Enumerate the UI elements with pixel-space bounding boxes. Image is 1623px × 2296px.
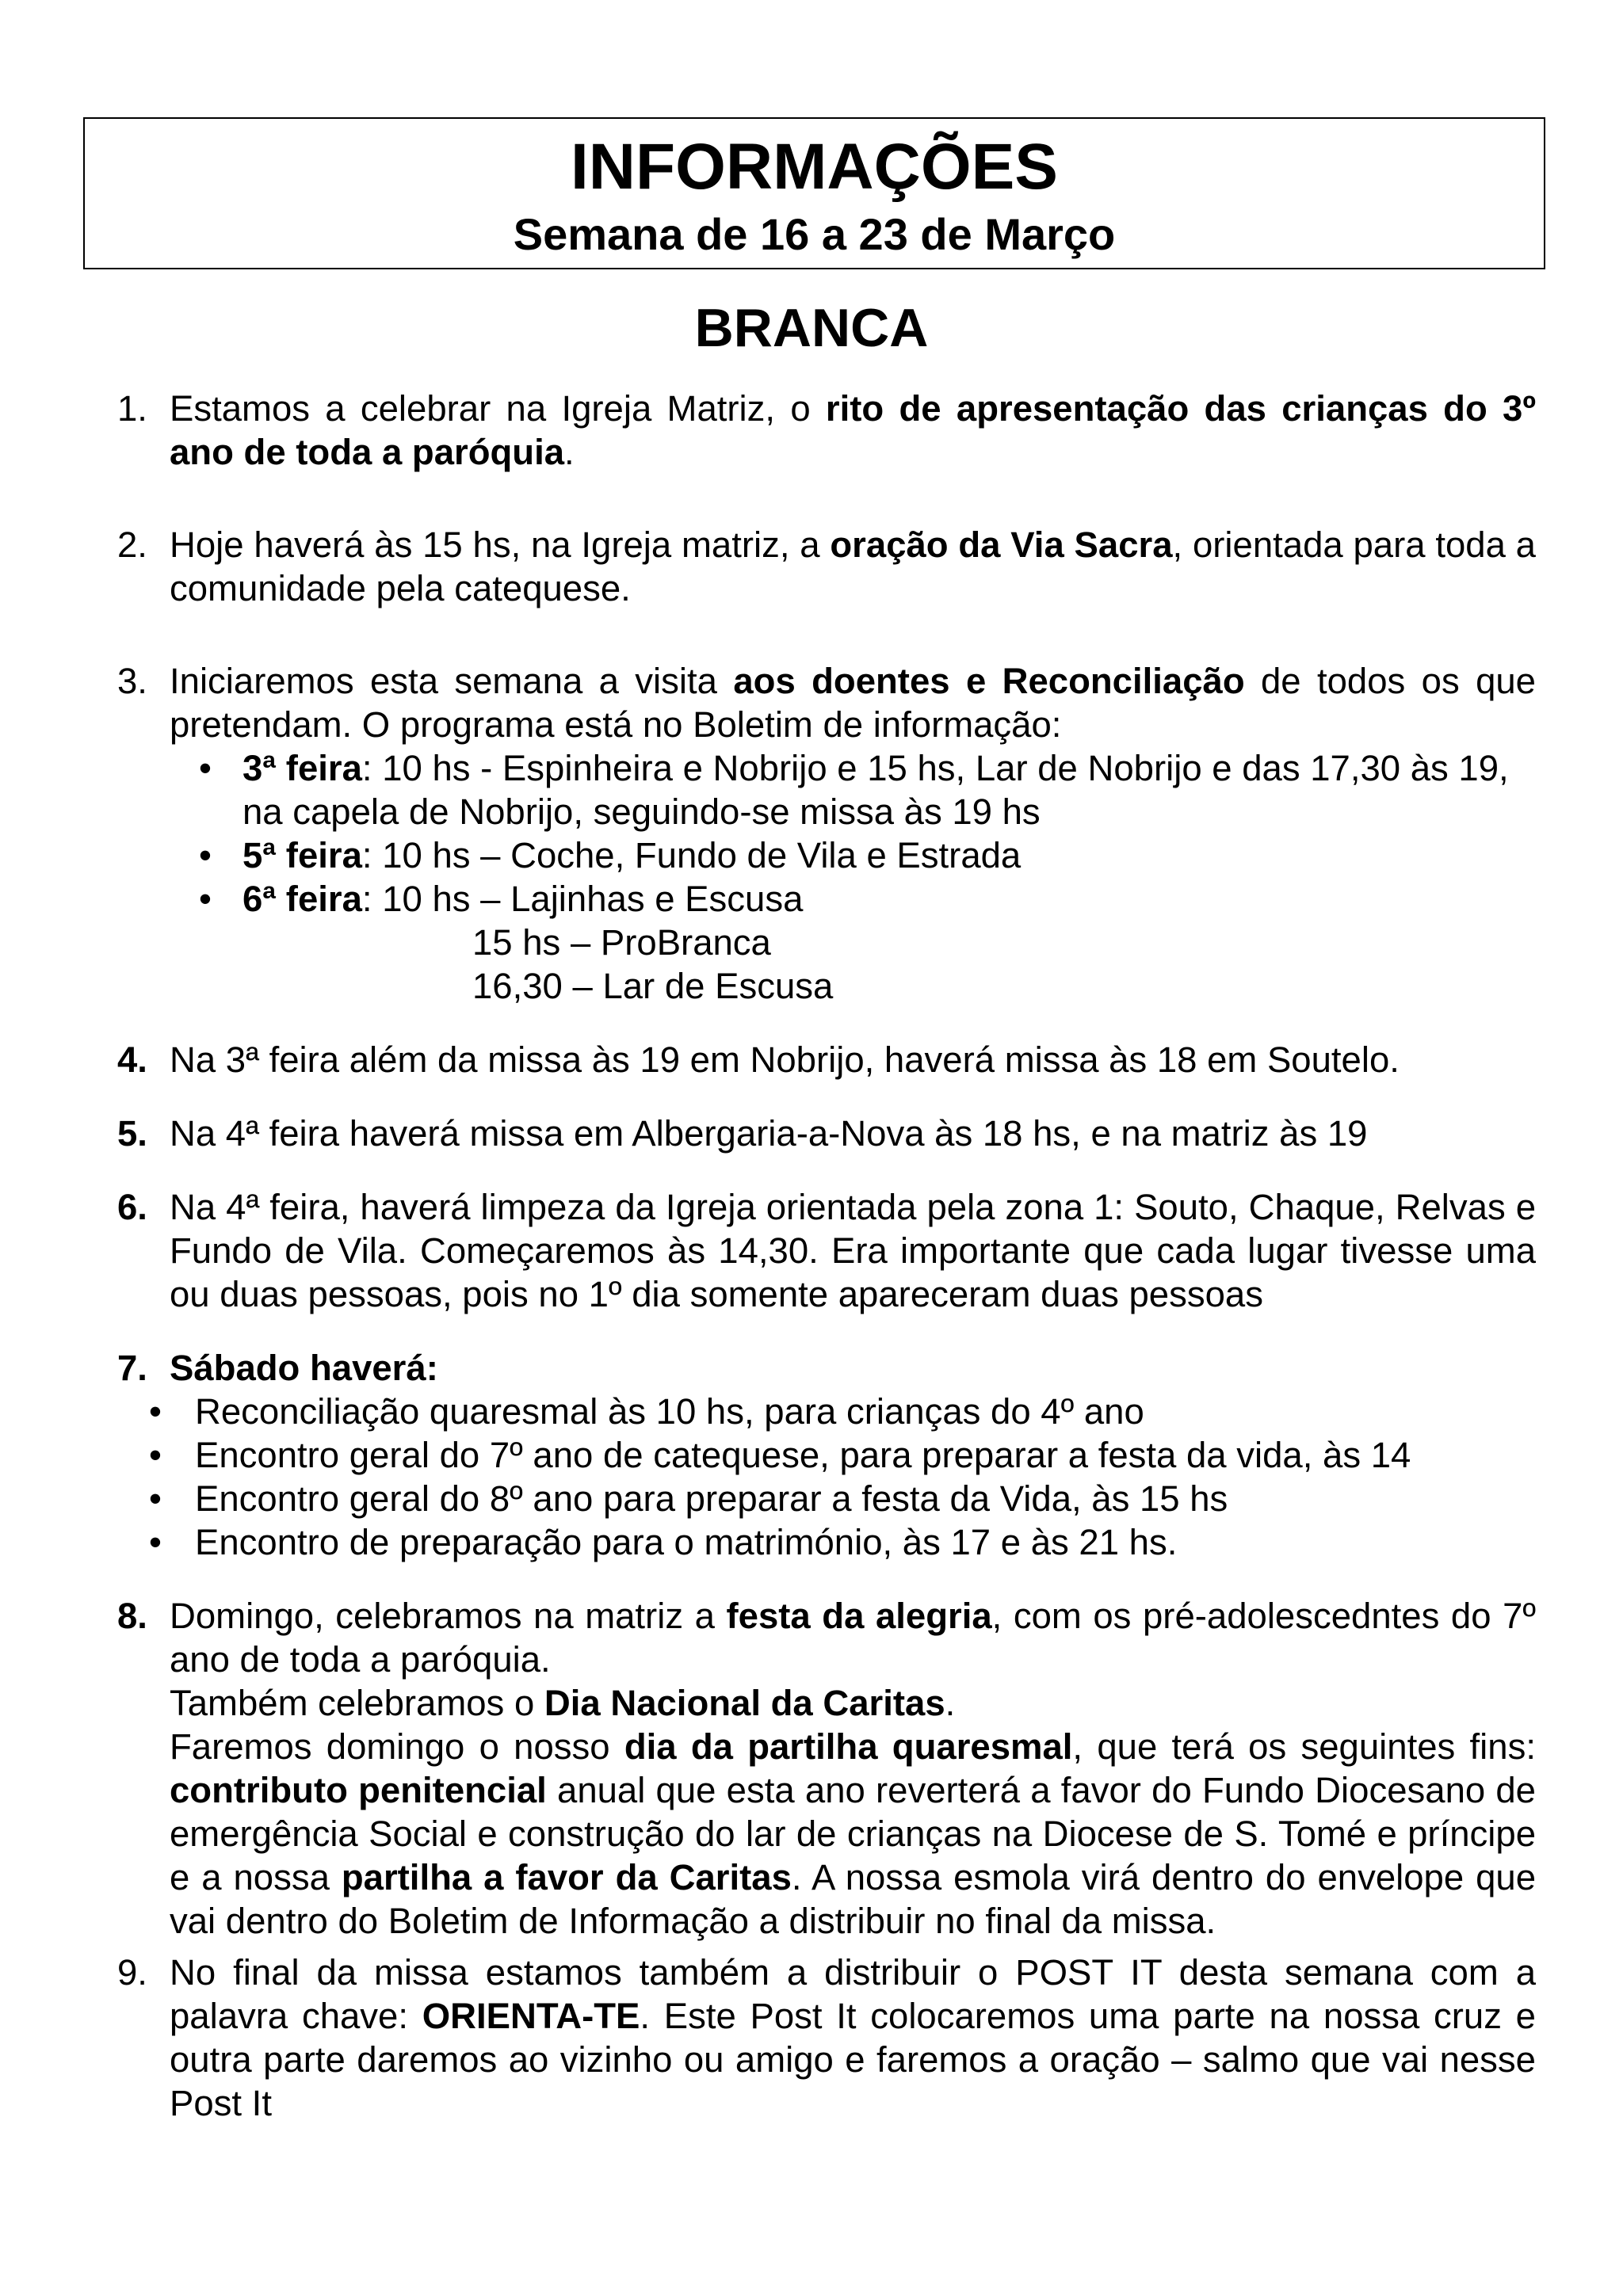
item-heading: Sábado haverá: (170, 1348, 438, 1388)
saturday-list (116, 1390, 1536, 1564)
item-number: 7. (117, 1348, 147, 1388)
item-number: 3. (117, 661, 147, 701)
visit-schedule-list (170, 746, 1536, 1008)
announcements-list (117, 387, 1536, 2125)
header-box (83, 117, 1545, 269)
saturday-item (116, 1390, 1536, 1433)
item-highlight: Dia Nacional da Caritas (544, 1683, 945, 1723)
schedule-text: : 10 hs – Lajinhas e Escusa (361, 879, 804, 919)
item-highlight: festa da alegria (726, 1596, 992, 1636)
item-text: . A nossa esmola virá dentro do envelope que vai dentro do Boletim de Informação a distribuir no final da missa. (170, 1857, 1537, 1941)
item-text: , com os pré-adolescedntes do 7º ano de toda a paróquia. (170, 1596, 1537, 1680)
item-text: . (945, 1683, 956, 1723)
announcement-item-4 (117, 1038, 1536, 1081)
announcement-item-1 (117, 387, 1536, 474)
item-number: 4. (117, 1039, 147, 1080)
item-text: Também celebramos o (170, 1683, 544, 1723)
saturday-item-text: Encontro geral do 7º ano de catequese, para preparar a festa da vida, às 14 (195, 1435, 1411, 1475)
item-text: No final da missa estamos também a distribuir o POST IT desta semana com a palavra chave: (170, 1952, 1536, 2036)
item-highlight: rito de apresentação das crianças do 3º ano de toda a paróquia (170, 388, 1536, 472)
parish-name: BRANCA (694, 298, 929, 358)
schedule-day: 6ª feira (242, 879, 362, 919)
saturday-item-text: Encontro de preparação para o matrimónio, às 17 e às 21 hs. (195, 1522, 1178, 1562)
saturday-item (116, 1433, 1536, 1477)
saturday-item (116, 1477, 1536, 1520)
schedule-line: 16,30 – Lar de Escusa (472, 966, 834, 1006)
item-number: 8. (117, 1596, 147, 1636)
item-text: Hoje haverá às 15 hs, na Igreja matriz, a (170, 524, 831, 565)
item-text: Faremos domingo o nosso (170, 1726, 624, 1767)
schedule-text: : 10 hs - Espinheira e Nobrijo e 15 hs, Lar de Nobrijo e das 17,30 às 19, na capela de Nobrijo, seguindo-se missa às 19 hs (242, 748, 1509, 832)
saturday-item-text: Encontro geral do 8º ano para preparar a festa da Vida, às 15 hs (195, 1478, 1228, 1519)
saturday-item-text: Reconciliação quaresmal às 10 hs, para crianças do 4º ano (195, 1391, 1144, 1432)
item-highlight: partilha a favor da Caritas (341, 1857, 792, 1897)
item-text: de todos os que pretendam. O programa está no Boletim de informação: (170, 661, 1536, 745)
bullet-icon: • (199, 879, 212, 919)
item-highlight: contributo penitencial (170, 1770, 547, 1810)
item-text: . (564, 432, 575, 472)
item-text: . Este Post It colocaremos uma parte na nossa cruz e outra parte daremos ao vizinho ou amigo e faremos a oração – salmo que vai nesse Post It (170, 1996, 1536, 2123)
announcement-item-7 (117, 1346, 1536, 1390)
schedule-item (170, 877, 1536, 1008)
item-highlight: oração da Via Sacra (830, 524, 1173, 565)
item-number: 9. (117, 1952, 147, 1993)
item-number: 2. (117, 524, 147, 565)
announcement-item-8 (117, 1594, 1536, 1943)
item-number: 6. (117, 1187, 147, 1227)
item-paragraph (170, 1681, 1536, 1725)
announcement-item-5 (117, 1112, 1536, 1155)
item-text: anual que esta ano reverterá a favor do Fundo Diocesano de emergência Social e construção do lar de crianças na Diocese de S. Tomé e príncipe e a nossa (170, 1770, 1536, 1897)
item-highlight: aos doentes e Reconciliação (733, 661, 1245, 701)
item-highlight: ORIENTA-TE (422, 1996, 640, 2036)
bullet-icon: • (199, 748, 212, 788)
announcement-item-2 (117, 523, 1536, 610)
bullet-icon: • (149, 1522, 162, 1562)
item-text: , que terá os seguintes fins: (1072, 1726, 1536, 1767)
schedule-item (170, 833, 1536, 877)
announcement-item-6 (117, 1185, 1536, 1316)
bullet-icon: • (199, 835, 212, 875)
schedule-day: 5ª feira (242, 835, 362, 875)
item-text: Na 4ª feira, haverá limpeza da Igreja orientada pela zona 1: Souto, Chaque, Relvas e Fundo de Vila. Começaremos às 14,30. Era importante que cada lugar tivesse uma ou duas pessoas, pois no 1º dia somente apareceram duas pessoas (170, 1187, 1536, 1314)
item-number: 1. (117, 388, 147, 429)
item-text: Na 4ª feira haverá missa em Albergaria-a-Nova às 18 hs, e na matriz às 19 (170, 1113, 1368, 1154)
item-text: , orientada para toda a comunidade pela catequese. (170, 524, 1536, 608)
page-title: INFORMAÇÕES (571, 131, 1058, 203)
item-text: Estamos a celebrar na Igreja Matriz, o (170, 388, 826, 429)
item-number: 5. (117, 1113, 147, 1154)
schedule-item (170, 746, 1536, 833)
item-paragraph (170, 1725, 1536, 1943)
bullet-icon: • (149, 1478, 162, 1519)
announcement-item-3 (117, 659, 1536, 1008)
bullet-icon: • (149, 1391, 162, 1432)
schedule-line: 15 hs – ProBranca (472, 922, 771, 963)
item-text: Iniciaremos esta semana a visita (170, 661, 734, 701)
saturday-item (116, 1520, 1536, 1564)
bullet-icon: • (149, 1435, 162, 1475)
item-text: Na 3ª feira além da missa às 19 em Nobrijo, haverá missa às 18 em Soutelo. (170, 1039, 1400, 1080)
item-highlight: dia da partilha quaresmal (624, 1726, 1073, 1767)
item-text: Domingo, celebramos na matriz a (170, 1596, 727, 1636)
item-paragraph (170, 1594, 1536, 1681)
schedule-text: : 10 hs – Coche, Fundo de Vila e Estrada (361, 835, 1022, 875)
announcement-item-9 (117, 1951, 1536, 2125)
page-subtitle: Semana de 16 a 23 de Março (513, 209, 1116, 259)
schedule-day: 3ª feira (242, 748, 362, 788)
